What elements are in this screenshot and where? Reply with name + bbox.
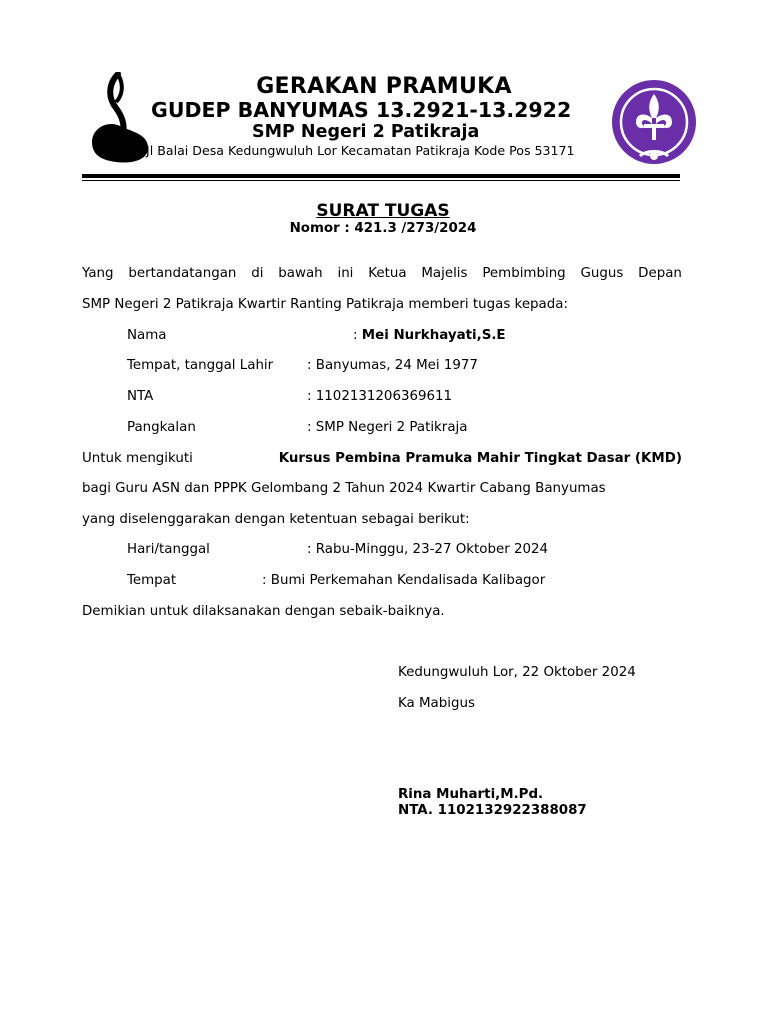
pangkalan-label: Pangkalan bbox=[127, 420, 196, 435]
pangkalan-value: : SMP Negeri 2 Patikraja bbox=[307, 420, 468, 435]
ttl-label: Tempat, tanggal Lahir bbox=[127, 358, 274, 373]
signature-place-date: Kedungwuluh Lor, 22 Oktober 2024 bbox=[398, 665, 636, 680]
signature-role: Ka Mabigus bbox=[398, 696, 475, 711]
nama-value: : Mei Nurkhayati,S.E bbox=[353, 328, 506, 343]
closing-text: Demikian untuk dilaksanakan dengan sebaik-baiknya. bbox=[82, 604, 445, 619]
nama-label: Nama bbox=[127, 328, 167, 343]
hari-label: Hari/tanggal bbox=[127, 542, 210, 557]
purpose-line-3: yang diselenggarakan dengan ketentuan sebagai berikut: bbox=[82, 512, 470, 527]
nta-value: : 1102131206369611 bbox=[307, 389, 453, 404]
purpose-line-1: Untuk mengikuti Kursus Pembina Pramuka Mahir Tingkat Dasar (KMD) bbox=[82, 451, 682, 466]
tempat-value: : Bumi Perkemahan Kendalisada Kalibagor bbox=[262, 573, 546, 588]
purpose-line-2: bagi Guru ASN dan PPPK Gelombang 2 Tahun 2024 Kwartir Cabang Banyumas bbox=[82, 481, 606, 496]
school-address: Jl Balai Desa Kedungwuluh Lor Kecamatan Patikraja Kode Pos 53171 bbox=[146, 143, 575, 158]
signatory-name: Rina Muharti,M.Pd. bbox=[398, 787, 544, 802]
document-number: Nomor : 421.3 /273/2024 bbox=[289, 221, 477, 236]
header-divider-thin bbox=[82, 180, 680, 181]
intro-line-1: Yang bertandatangan di bawah ini Ketua Majelis Pembimbing Gugus Depan bbox=[82, 266, 682, 281]
gudep-number: GUDEP BANYUMAS 13.2921-13.2922 bbox=[151, 98, 572, 122]
school-name: SMP Negeri 2 Patikraja bbox=[252, 122, 480, 142]
nta-label: NTA bbox=[127, 389, 154, 404]
header-divider-thick bbox=[82, 174, 680, 178]
hari-value: : Rabu-Minggu, 23-27 Oktober 2024 bbox=[307, 542, 549, 557]
ttl-value: : Banyumas, 24 Mei 1977 bbox=[307, 358, 478, 373]
tempat-label: Tempat bbox=[127, 573, 177, 588]
document-title: SURAT TUGAS bbox=[316, 201, 450, 221]
organization-name: GERAKAN PRAMUKA bbox=[256, 74, 512, 99]
signatory-nta: NTA. 1102132922388087 bbox=[398, 803, 587, 818]
intro-line-2: SMP Negeri 2 Patikraja Kwartir Ranting Patikraja memberi tugas kepada: bbox=[82, 297, 568, 312]
